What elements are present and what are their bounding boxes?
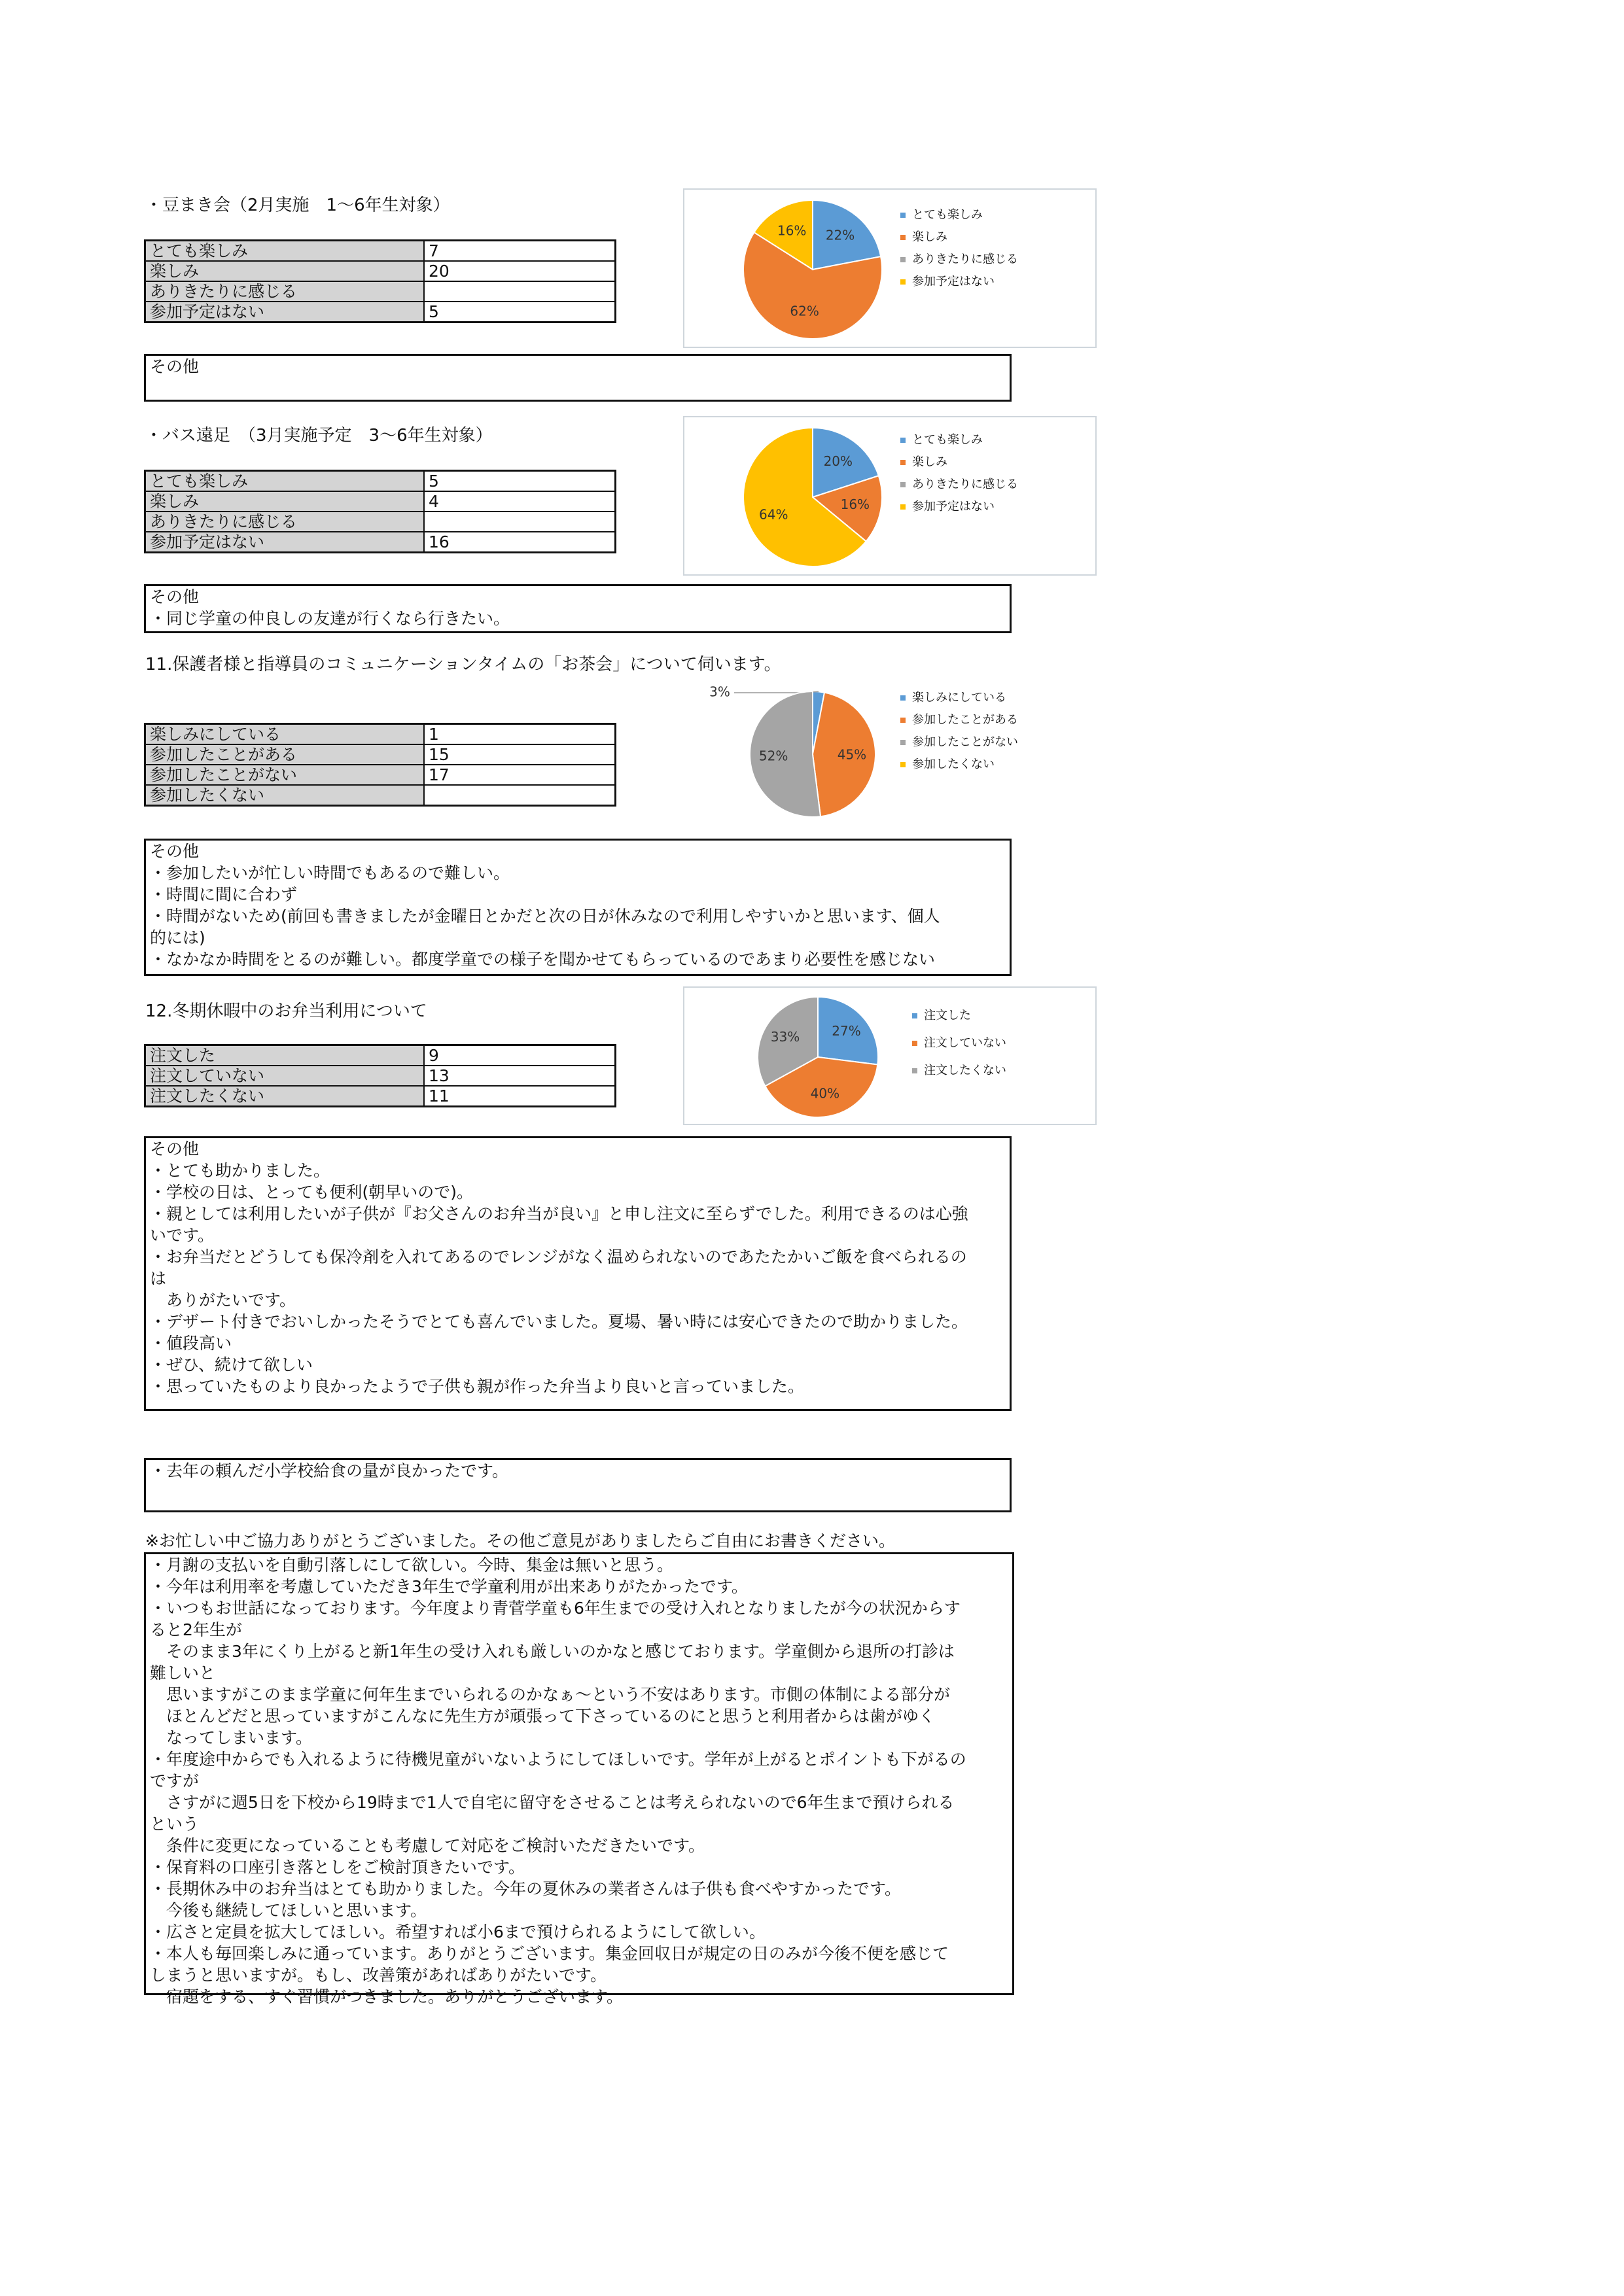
legend-swatch <box>900 257 906 262</box>
row-value: 20 <box>424 261 616 281</box>
comment-line: ・同じ学童の仲良しの友達が行くなら行きたい。 <box>150 609 510 628</box>
legend-label: 注文した <box>924 1009 971 1022</box>
legend-label: とても楽しみ <box>912 208 983 222</box>
row-value: 4 <box>424 491 616 512</box>
section-title-tea-party: 11.保護者様と指導員のコミュニケーションタイムの「お茶会」について伺います。 <box>145 655 781 674</box>
pie-svg <box>684 190 1098 349</box>
comment-line: ・お弁当だとどうしても保冷剤を入れてあるのでレンジがなく温められないのであたたかいご飯を食べられるの <box>150 1247 967 1266</box>
comment-line: ・ぜひ、続けて欲しい <box>150 1355 313 1374</box>
legend-swatch <box>900 438 906 443</box>
comment-line: 難しいと <box>150 1663 216 1682</box>
legend-item <box>900 731 1018 754</box>
legend-item <box>900 754 1018 776</box>
comment-line: ると2年生が <box>150 1620 242 1639</box>
comment-line: 今後も継続してほしいと思います。 <box>150 1901 427 1920</box>
legend-item <box>900 451 1018 474</box>
comment-line: ・参加したいが忙しい時間でもあるので難しい。 <box>150 863 510 882</box>
row-value: 7 <box>424 241 616 262</box>
pie-chart-mamemaki <box>683 188 1097 348</box>
row-label: 参加したくない <box>145 785 425 806</box>
legend-swatch <box>900 279 906 285</box>
pie-svg <box>684 417 1098 577</box>
comment-line: ・時間に間に合わず <box>150 885 298 904</box>
slice-label: 62% <box>790 303 819 319</box>
comment-line: ・月謝の支払いを自動引落しにして欲しい。今時、集金は無いと思う。 <box>150 1556 674 1574</box>
comment-line: ・なかなか時間をとるのが難しい。都度学童での様子を聞かせてもらっているのであまり必要性を感じない <box>150 950 936 969</box>
comment-box-lunchbox <box>144 1136 1012 1411</box>
comment-line: ですが <box>150 1771 200 1790</box>
comment-line: ・本人も毎回楽しみに通っています。ありがとうございます。集金回収日が規定の日のみが今後不便を感じて <box>150 1944 949 1963</box>
legend-swatch <box>900 504 906 510</box>
chart-legend <box>900 429 1018 518</box>
comment-line: ありがたいです。 <box>150 1291 296 1310</box>
pie-chart-bus-trip <box>683 416 1097 576</box>
row-label: 注文した <box>145 1045 425 1066</box>
table-row <box>145 532 616 553</box>
row-value: 1 <box>424 724 616 745</box>
legend-swatch <box>900 762 906 767</box>
row-value: 15 <box>424 744 616 765</box>
legend-label: とても楽しみ <box>912 433 983 447</box>
table-row <box>145 471 616 492</box>
table-row <box>145 1045 616 1066</box>
row-label: 注文していない <box>145 1066 425 1086</box>
comment-box-free <box>144 1552 1014 2006</box>
comment-line: その他 <box>150 357 200 376</box>
legend-label: 参加予定はない <box>912 500 995 513</box>
legend-item <box>912 1030 1006 1057</box>
row-label: 楽しみ <box>145 261 425 281</box>
row-label: 楽しみ <box>145 491 425 512</box>
final-heading: ※お忙しい中ご協力ありがとうございました。その他ご意見がありましたらご自由にお書きください。 <box>145 1531 895 1550</box>
comment-box-mamemaki <box>144 354 1012 402</box>
legend-swatch <box>912 1068 917 1073</box>
table-row <box>145 512 616 532</box>
legend-item <box>900 204 1018 226</box>
slice-label: 40% <box>810 1085 840 1102</box>
slice-label: 16% <box>777 222 807 239</box>
legend-item <box>900 474 1018 496</box>
comment-line: ・デザート付きでおいしかったそうでとても喜んでいました。夏場、暑い時には安心できたので助かりました。 <box>150 1312 968 1331</box>
row-label: ありきたりに感じる <box>145 512 425 532</box>
comment-line: ・今年は利用率を考慮していただき3年生で学童利用が出来ありがたかったです。 <box>150 1577 748 1596</box>
table-row <box>145 1086 616 1107</box>
section-title-bus-trip: ・バス遠足 （3月実施予定 3～6年生対象） <box>145 426 493 445</box>
comment-line: なってしまいます。 <box>150 1728 313 1747</box>
legend-label: 注文したくない <box>924 1064 1006 1077</box>
legend-item <box>900 429 1018 451</box>
row-label: 参加したことがある <box>145 744 425 765</box>
tally-table-mamemaki <box>144 239 616 323</box>
pie-svg <box>684 988 1098 1126</box>
table-row <box>145 724 616 745</box>
comment-line: ・長期休み中のお弁当はとても助かりました。今年の夏休みの業者さんは子供も食べやすかったです。 <box>150 1879 902 1898</box>
row-value: 16 <box>424 532 616 553</box>
tally-table-tea-party <box>144 723 616 807</box>
legend-swatch <box>912 1041 917 1046</box>
table-row <box>145 1066 616 1086</box>
comment-line: ・親としては利用したいが子供が『お父さんのお弁当が良い』と申し注文に至らずでした。利用できるのは心強 <box>150 1204 968 1223</box>
comment-line: その他 <box>150 1139 200 1158</box>
row-label: とても楽しみ <box>145 471 425 492</box>
tally-table-bus-trip <box>144 470 616 553</box>
legend-label: 参加したことがある <box>912 713 1018 727</box>
comment-line: ・年度途中からでも入れるように待機児童がいないようにしてほしいです。学年が上がるとポイントも下がるの <box>150 1750 966 1769</box>
legend-item <box>912 1002 1006 1030</box>
legend-label: 楽しみ <box>912 455 947 469</box>
table-row <box>145 491 616 512</box>
legend-label: 注文していない <box>924 1036 1006 1050</box>
chart-legend <box>912 1002 1006 1085</box>
comment-line: しまうと思いますが。もし、改善策があればありがたいです。 <box>150 1966 607 1985</box>
legend-label: ありきたりに感じる <box>912 478 1018 491</box>
section-title-mamemaki: ・豆まき会（2月実施 1～6年生対象） <box>145 196 450 215</box>
legend-item <box>912 1057 1006 1085</box>
comment-box-tea-party <box>144 839 1012 976</box>
row-label: 注文したくない <box>145 1086 425 1107</box>
legend-item <box>900 709 1018 731</box>
legend-label: 参加したことがない <box>912 735 1018 749</box>
row-label: ありきたりに感じる <box>145 281 425 302</box>
row-label: とても楽しみ <box>145 241 425 262</box>
comment-line: いです。 <box>150 1226 215 1245</box>
legend-label: 楽しみ <box>912 230 947 244</box>
legend-swatch <box>900 740 906 745</box>
comment-box-bus-trip <box>144 584 1012 633</box>
legend-label: 参加したくない <box>912 757 995 771</box>
table-row <box>145 281 616 302</box>
row-label: 参加予定はない <box>145 302 425 322</box>
pie-chart-tea-party <box>683 678 1097 828</box>
legend-item <box>900 271 1018 293</box>
legend-swatch <box>912 1013 917 1018</box>
comment-line: ・思っていたものより良かったようで子供も親が作った弁当より良いと言っていました。 <box>150 1377 805 1396</box>
legend-item <box>900 496 1018 518</box>
pie-svg <box>684 679 1098 829</box>
table-row <box>145 785 616 806</box>
legend-item <box>900 226 1018 249</box>
section-title-lunchbox: 12.冬期休暇中のお弁当利用について <box>145 1001 427 1021</box>
comment-line: ほとんどだと思っていますがこんなに先生方が頑張って下さっているのにと思うと利用者からは歯がゆく <box>150 1707 936 1726</box>
comment-line: 宿題をする、すぐ習慣がつきました。ありがとうございます。 <box>150 1987 624 2006</box>
row-value: 17 <box>424 765 616 785</box>
slice-label: 22% <box>825 227 855 243</box>
comment-line: 的には) <box>150 928 205 947</box>
row-value <box>424 512 616 532</box>
row-value: 5 <box>424 302 616 322</box>
comment-line: ・値段高い <box>150 1334 232 1353</box>
comment-line: そのまま3年にくり上がると新1年生の受け入れも厳しいのかなと感じております。学童側から退所の打診は <box>150 1642 955 1661</box>
comment-line: ・いつもお世話になっております。今年度より青菅学童も6年生までの受け入れとなりましたが今の状況からす <box>150 1599 961 1618</box>
comment-box-school-lunch <box>144 1458 1012 1512</box>
row-label: 楽しみにしている <box>145 724 425 745</box>
comment-line: は <box>150 1269 167 1288</box>
row-value <box>424 281 616 302</box>
legend-label: 楽しみにしている <box>912 691 1006 704</box>
slice-label: 33% <box>770 1028 800 1045</box>
legend-swatch <box>900 213 906 218</box>
legend-swatch <box>900 460 906 465</box>
row-value <box>424 785 616 806</box>
legend-swatch <box>900 482 906 487</box>
slice-label: 3% <box>709 684 730 700</box>
comment-line: という <box>150 1815 200 1834</box>
tally-table-lunchbox <box>144 1044 616 1107</box>
comment-line: 思いますがこのまま学童に何年生までいられるのかなぁ～という不安はあります。市側の体制による部分が <box>150 1685 951 1704</box>
table-row <box>145 744 616 765</box>
legend-label: ありきたりに感じる <box>912 252 1018 266</box>
row-value: 9 <box>424 1045 616 1066</box>
slice-label: 45% <box>837 746 867 763</box>
comment-line: ・広さと定員を拡大してほしい。希望すれば小6まで預けられるようにして欲しい。 <box>150 1922 766 1941</box>
comment-line: その他 <box>150 842 200 861</box>
slice-label: 16% <box>840 496 870 512</box>
slice-label: 27% <box>832 1023 861 1039</box>
legend-item <box>900 687 1018 709</box>
legend-label: 参加予定はない <box>912 275 995 288</box>
table-row <box>145 302 616 322</box>
chart-legend <box>900 204 1018 293</box>
table-row <box>145 241 616 262</box>
comment-line: ・去年の頼んだ小学校給食の量が良かったです。 <box>150 1461 509 1480</box>
comment-line: ・保育料の口座引き落としをご検討頂きたいです。 <box>150 1858 525 1877</box>
comment-line: その他 <box>150 587 200 606</box>
pie-chart-lunchbox <box>683 986 1097 1125</box>
legend-swatch <box>900 718 906 723</box>
comment-line: 条件に変更になっていることも考慮して対応をご検討いただきたいです。 <box>150 1836 705 1855</box>
table-row <box>145 261 616 281</box>
row-value: 13 <box>424 1066 616 1086</box>
slice-label: 20% <box>823 453 853 470</box>
comment-line: ・学校の日は、とっても便利(朝早いので)。 <box>150 1183 474 1202</box>
row-label: 参加予定はない <box>145 532 425 553</box>
legend-swatch <box>900 235 906 240</box>
comment-line: ・時間がないため(前回も書きましたが金曜日とかだと次の日が休みなので利用しやすいかと思います、個人 <box>150 907 940 926</box>
slice-label: 64% <box>759 506 788 523</box>
comment-line: さすがに週5日を下校から19時まで1人で自宅に留守をさせることは考えられないので6年生まで預けられる <box>150 1793 955 1812</box>
row-value: 11 <box>424 1086 616 1107</box>
chart-legend <box>900 687 1018 776</box>
table-row <box>145 765 616 785</box>
comment-line: ・とても助かりました。 <box>150 1161 330 1180</box>
slice-label: 52% <box>758 748 788 764</box>
legend-item <box>900 249 1018 271</box>
row-value: 5 <box>424 471 616 492</box>
row-label: 参加したことがない <box>145 765 425 785</box>
legend-swatch <box>900 695 906 701</box>
